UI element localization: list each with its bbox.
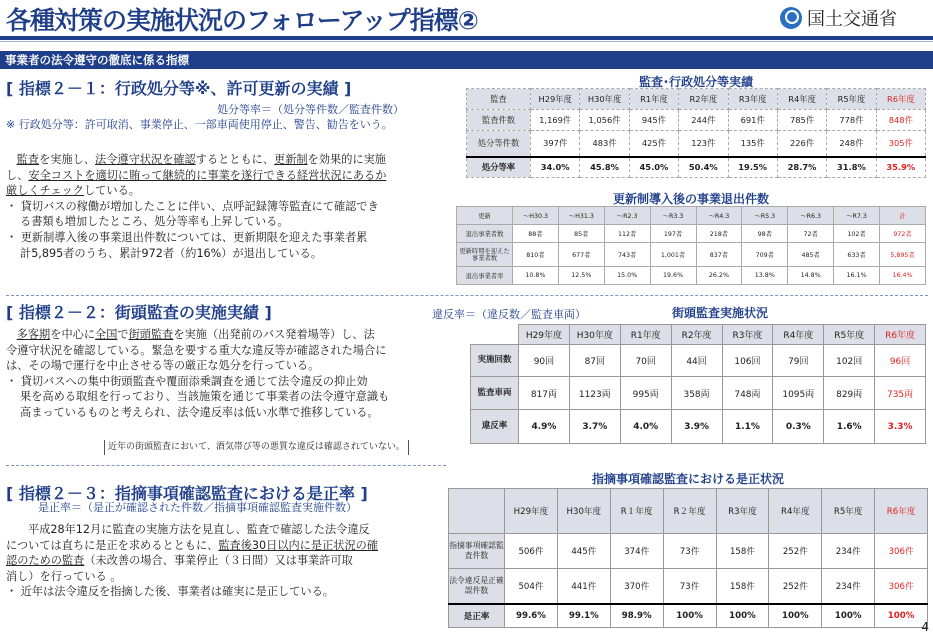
- table-cell: 14.8%: [788, 267, 834, 285]
- table-cell: 26.2%: [696, 267, 742, 285]
- indicator-2-2-formula: 違反率＝（違反数／監査車両）: [432, 308, 586, 321]
- table-cell: 5,895者: [880, 243, 926, 267]
- table-cell: 98者: [742, 225, 788, 243]
- table-cell: 158件: [716, 569, 769, 604]
- table-header-cell: R3年度: [716, 489, 769, 534]
- table-cell: 1,056件: [580, 110, 629, 131]
- table-cell: 633者: [834, 243, 880, 267]
- table-cell: 785件: [777, 110, 826, 131]
- table-cell: 0.3%: [773, 410, 824, 444]
- row-label: 法令違反是正確認件数: [449, 569, 505, 604]
- indicator-2-1-formula: 処分等率＝（処分等件数／監査件数）: [217, 103, 404, 116]
- table-cell: 3.9%: [671, 410, 722, 444]
- text-line: は、その場で運行を中止させる等の厳正な処分を行っている。: [6, 359, 320, 373]
- bullet-1-1-cont: る書類も増加したところ、処分等率も上昇している。: [20, 215, 289, 229]
- table-header-cell: R1年度: [620, 325, 671, 345]
- table-cell: 1.1%: [722, 410, 773, 444]
- table-cell: 50.4%: [679, 157, 728, 178]
- text-roadside-audit: 街頭監査: [128, 328, 174, 341]
- table-cell: 709者: [742, 243, 788, 267]
- table-header-cell: H29年度: [531, 89, 580, 110]
- row-label: 退出事業者率: [457, 267, 513, 285]
- table-cell: 837者: [696, 243, 742, 267]
- table-roadside-audit: [470, 324, 926, 444]
- table-cell: 96回: [875, 345, 926, 377]
- text-fragment: するとともに、: [195, 153, 275, 166]
- table-cell: 16.1%: [834, 267, 880, 285]
- table-cell: 13.8%: [742, 267, 788, 285]
- table-header-cell: 監査: [467, 89, 531, 110]
- table-cell: 3.3%: [875, 410, 926, 444]
- text-within-30-days: 監査後30日以内に是正状況の確: [218, 538, 379, 552]
- table-cell: 100%: [716, 604, 769, 628]
- table-cell: 19.6%: [650, 267, 696, 285]
- table-header-cell: R4年度: [769, 489, 822, 534]
- bullet-3-1: ・ 近年は法令違反を指摘した後、事業者は確実に是正している。: [6, 585, 334, 599]
- bullet-1-2: ・ 更新制導入後の事業退出件数については、更新期限を迎えた事業者累: [6, 230, 368, 244]
- text-fragment: している。: [84, 184, 140, 198]
- table-cell: 234件: [822, 534, 875, 569]
- table-cell: 31.8%: [827, 157, 876, 178]
- table-cell: 135件: [728, 131, 777, 157]
- table-cell: 778件: [827, 110, 876, 131]
- table-cell: 735両: [875, 377, 926, 410]
- table-row: [457, 243, 926, 267]
- text-fragment: については直ちに是正を求めるとともに、: [6, 538, 219, 552]
- table-cell: 16.4%: [880, 267, 926, 285]
- table-corner: [449, 489, 505, 534]
- text-fragment: を実施し、: [39, 153, 96, 166]
- table-header-cell: ～R4.3: [696, 207, 742, 225]
- table-header-cell: R5年度: [824, 325, 875, 345]
- table-header-row: [457, 207, 926, 225]
- row-label: 違反率: [471, 410, 519, 444]
- indicator-2-2-description: [6, 327, 454, 421]
- table-cell: 102者: [834, 225, 880, 243]
- table-header-cell: R6年度: [875, 325, 926, 345]
- roadside-note: 近年の街頭監査において、酒気帯び等の悪質な違反は確認されていない。: [104, 440, 409, 455]
- text-fragment: し、: [6, 168, 29, 182]
- table-cell: 305件: [876, 131, 925, 157]
- text-safety-cost: 安全コストを適切に賄って継続的に事業を遂行できる経営状況にあるか: [28, 168, 387, 182]
- table-header-cell: ～R3.3: [650, 207, 696, 225]
- text-fragment: を実施（出発前のバス発着場等）し、法: [173, 328, 375, 341]
- table-cell: 445件: [557, 534, 610, 569]
- table-cell: 306件: [875, 569, 928, 604]
- bullet-2-1: ・ 貸切バスへの集中街頭監査や覆面添乗調査を通じて法令違反の抑止効: [6, 374, 368, 388]
- table-cell: 743者: [604, 243, 650, 267]
- table-cell: 45.8%: [580, 157, 629, 178]
- table-cell: 1,169件: [531, 110, 580, 131]
- table-header-cell: 計: [880, 207, 926, 225]
- text-check: チェック: [39, 184, 84, 198]
- bullet-1-1: ・ 貸切バスの稼働が増加したことに伴い、点呼記録簿等監査にて確認でき: [6, 199, 379, 213]
- table-cell: 19.5%: [728, 157, 777, 178]
- table-cell: 70回: [620, 345, 671, 377]
- table-cell: 106回: [722, 345, 773, 377]
- table-exit-count: [456, 206, 926, 285]
- table-cell: 441件: [557, 569, 610, 604]
- page-title: 各種対策の実施状況のフォローアップ指標②: [6, 6, 478, 35]
- table-cell: 44回: [671, 345, 722, 377]
- table-cell: 995両: [620, 377, 671, 410]
- table-cell: 4.9%: [519, 410, 570, 444]
- text-nationwide: 全国: [95, 328, 118, 341]
- indicator-2-1-footnote: ※ 行政処分等：許可取消、事業停止、一部車両使用停止、警告、勧告をいう。: [6, 118, 393, 131]
- table-cell: 226件: [777, 131, 826, 157]
- table-header-cell: ～R6.3: [788, 207, 834, 225]
- table-row: [471, 377, 926, 410]
- section-divider: [6, 465, 446, 466]
- ministry-name: 国土交通省: [807, 9, 897, 30]
- table-cell: 677者: [558, 243, 604, 267]
- table-cell: 691件: [728, 110, 777, 131]
- table-header-cell: ～H30.3: [513, 207, 559, 225]
- row-label: 処分等件数: [467, 131, 531, 157]
- text-compliance-check: 法令遵守状況を確認: [95, 153, 196, 166]
- table-cell: 244件: [679, 110, 728, 131]
- table-cell: 100%: [875, 604, 928, 628]
- bullet-2-1-cont: 果を高める取組を行っており、当該施策を通じて事業者の法令遵守意識も: [20, 390, 390, 404]
- table-exit-title: 更新制導入後の事業退出件数: [612, 192, 769, 206]
- table-cell: 4.0%: [620, 410, 671, 444]
- table-cell: 248件: [827, 131, 876, 157]
- table-cell: 1.6%: [824, 410, 875, 444]
- text-fragment: （未改善の場合、事業停止（３日間）又は事業許可取: [84, 554, 353, 568]
- table-header-cell: 更新: [457, 207, 513, 225]
- table-audit-results: [466, 88, 926, 178]
- table-header-cell: R3年度: [728, 89, 777, 110]
- title-rule-thin: [0, 41, 933, 42]
- table-header-cell: ～R5.3: [742, 207, 788, 225]
- row-label: 処分等率: [467, 157, 531, 178]
- table-cell: 483件: [580, 131, 629, 157]
- table-row: [449, 604, 928, 628]
- row-label: 指摘事項確認監査件数: [449, 534, 505, 569]
- table-cell: 829両: [824, 377, 875, 410]
- table-header-cell: R１年度: [610, 489, 663, 534]
- table-cell: 748両: [722, 377, 773, 410]
- table-cell: 358両: [671, 377, 722, 410]
- text-kansa: 監査: [16, 153, 40, 166]
- table-cell: 90回: [519, 345, 570, 377]
- table-cell: 45.0%: [629, 157, 678, 178]
- ministry-logo-icon: [780, 7, 802, 29]
- row-label: 是正率: [449, 604, 505, 628]
- table-cell: 234件: [822, 569, 875, 604]
- table-header-cell: H30年度: [580, 89, 629, 110]
- table-roadside-title: 街頭監査実施状況: [671, 306, 768, 320]
- table-cell: 99.1%: [557, 604, 610, 628]
- table-header-cell: R4年度: [777, 89, 826, 110]
- section-divider: [6, 295, 928, 296]
- text-fragment: を中心に: [50, 328, 96, 341]
- table-header-cell: R5年度: [827, 89, 876, 110]
- table-header-cell: R6年度: [876, 89, 925, 110]
- table-cell: 34.0%: [531, 157, 580, 178]
- indicator-2-3-heading: [ 指標２－３：指摘事項確認監査における是正率 ]: [6, 484, 368, 503]
- table-cell: 100%: [769, 604, 822, 628]
- table-cell: 810者: [513, 243, 559, 267]
- table-header-row: [471, 325, 926, 345]
- table-cell: 972者: [880, 225, 926, 243]
- indicator-2-1-heading: [ 指標２－１：行政処分等※、許可更新の実績 ]: [6, 79, 352, 98]
- text-line: 平成28年12月に監査の実施方法を見直し、監査で確認した法令違反: [28, 523, 370, 536]
- page-number: 4: [921, 620, 929, 634]
- table-cell: 1123両: [569, 377, 620, 410]
- table-cell: 504件: [505, 569, 558, 604]
- row-label: 監査車両: [471, 377, 519, 410]
- indicator-2-3-formula: 是正率＝（是正が確認された件数／指摘事項確認監査実施件数）: [38, 501, 357, 514]
- table-header-cell: H29年度: [519, 325, 570, 345]
- table-header-cell: ～H31.3: [558, 207, 604, 225]
- table-header-row: [467, 89, 926, 110]
- table-cell: 102回: [824, 345, 875, 377]
- text-line: 令遵守状況を確認している。緊急を要する重大な違反等が確認された場合に: [6, 343, 387, 357]
- text-strict: 厳しく: [6, 184, 40, 198]
- table-header-cell: H29年度: [505, 489, 558, 534]
- table-cell: 374件: [610, 534, 663, 569]
- table-cell: 35.9%: [876, 157, 925, 178]
- text-peak-season: 多客期: [16, 328, 51, 341]
- table-header-row: [449, 489, 928, 534]
- text-fragment: で: [117, 328, 129, 341]
- table-cell: 12.5%: [558, 267, 604, 285]
- table-header-cell: H30年度: [557, 489, 610, 534]
- table-row: [467, 110, 926, 131]
- table-cell: 73件: [663, 569, 716, 604]
- table-cell: 397件: [531, 131, 580, 157]
- table-cell: 87回: [569, 345, 620, 377]
- row-label: 実施回数: [471, 345, 519, 377]
- section-band: 事業者の法令遵守の徹底に係る指標: [0, 51, 933, 69]
- table-cell: 425件: [629, 131, 678, 157]
- table-correction-status: [448, 488, 928, 628]
- bullet-2-1-cont: 高まっているものと考えられ、法令違反率は低い水準で推移している。: [20, 405, 379, 419]
- table-cell: 485者: [788, 243, 834, 267]
- table-cell: 370件: [610, 569, 663, 604]
- table-audit-title: 監査･行政処分等実績: [638, 75, 753, 89]
- table-row: [449, 534, 928, 569]
- table-row: [471, 410, 926, 444]
- table-cell: 79回: [773, 345, 824, 377]
- table-cell: 85者: [558, 225, 604, 243]
- table-correction-title: 指摘事項確認監査における是正状況: [591, 472, 784, 486]
- table-corner: [471, 325, 519, 345]
- table-row: [449, 569, 928, 604]
- table-cell: 100%: [822, 604, 875, 628]
- row-label: 監査件数: [467, 110, 531, 131]
- table-row: [471, 345, 926, 377]
- table-header-cell: R1年度: [629, 89, 678, 110]
- text-fragment: を効果的に実施: [307, 153, 386, 166]
- table-cell: 197者: [650, 225, 696, 243]
- table-row: [457, 225, 926, 243]
- table-cell: 945件: [629, 110, 678, 131]
- indicator-2-1-description: [6, 152, 451, 261]
- table-header-cell: R5年度: [822, 489, 875, 534]
- table-cell: 817両: [519, 377, 570, 410]
- table-cell: 112者: [604, 225, 650, 243]
- table-header-cell: R2年度: [671, 325, 722, 345]
- indicator-2-3-description: [6, 522, 446, 600]
- table-cell: 3.7%: [569, 410, 620, 444]
- table-header-cell: R２年度: [663, 489, 716, 534]
- table-cell: 28.7%: [777, 157, 826, 178]
- table-header-cell: R6年度: [875, 489, 928, 534]
- table-cell: 218者: [696, 225, 742, 243]
- table-header-cell: H30年度: [569, 325, 620, 345]
- table-row: [467, 131, 926, 157]
- text-renewal-system: 更新制: [274, 153, 308, 166]
- table-cell: 252件: [769, 534, 822, 569]
- table-cell: 506件: [505, 534, 558, 569]
- table-header-cell: ～R2.3: [604, 207, 650, 225]
- row-label: 更新時期を迎えた事業者数: [457, 243, 513, 267]
- table-cell: 73件: [663, 534, 716, 569]
- table-cell: 123件: [679, 131, 728, 157]
- table-cell: 98.9%: [610, 604, 663, 628]
- table-cell: 88者: [513, 225, 559, 243]
- table-row: [457, 267, 926, 285]
- table-cell: 10.8%: [513, 267, 559, 285]
- indicator-2-2-heading: [ 指標２－２：街頭監査の実施実績 ]: [6, 303, 272, 322]
- table-header-cell: R2年度: [679, 89, 728, 110]
- table-row: [467, 157, 926, 178]
- table-cell: 15.0%: [604, 267, 650, 285]
- text-line: 消し）を行っている 。: [6, 569, 122, 583]
- row-label: 退出事業者数: [457, 225, 513, 243]
- table-cell: 252件: [769, 569, 822, 604]
- bullet-1-2-cont: 計5,895者のうち、累計972者（約16%）が退出している。: [20, 246, 322, 260]
- table-header-cell: R4年度: [773, 325, 824, 345]
- table-cell: 100%: [663, 604, 716, 628]
- table-cell: 1,001者: [650, 243, 696, 267]
- table-cell: 158件: [716, 534, 769, 569]
- table-header-cell: R3年度: [722, 325, 773, 345]
- table-cell: 848件: [876, 110, 925, 131]
- ministry-logo: [780, 4, 930, 32]
- table-cell: 72者: [788, 225, 834, 243]
- text-confirmation-audit: 認のための監査: [6, 554, 85, 568]
- table-cell: 306件: [875, 534, 928, 569]
- title-rule: [0, 36, 933, 40]
- table-cell: 1095両: [773, 377, 824, 410]
- table-header-cell: ～R7.3: [834, 207, 880, 225]
- table-cell: 99.6%: [505, 604, 558, 628]
